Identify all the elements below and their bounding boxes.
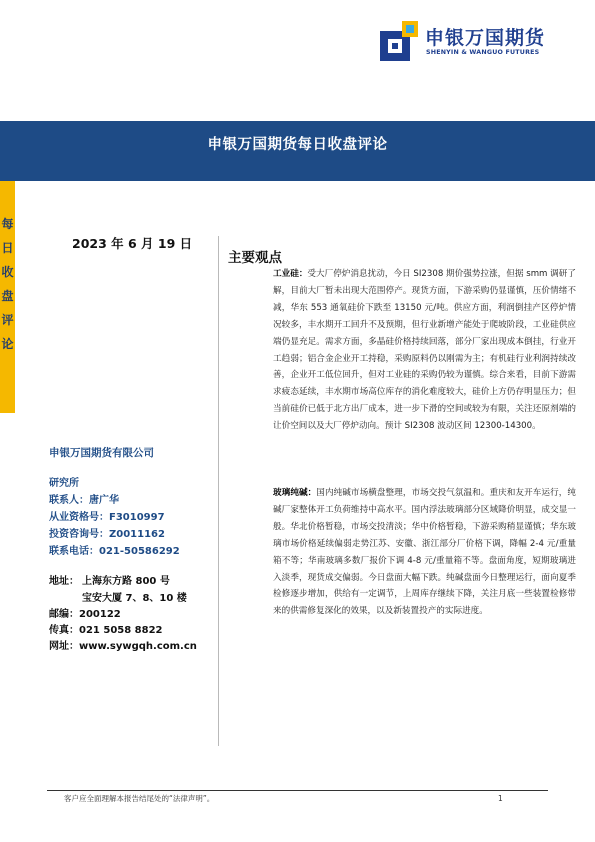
advisor-number: 投资咨询号：Z0011162 [49, 529, 165, 540]
glass-paragraph [273, 485, 576, 620]
research-dept: 研究所 [49, 478, 79, 489]
side-category-label [0, 212, 15, 356]
silicon-paragraph [273, 266, 576, 435]
company-logo-icon [378, 19, 420, 63]
footer-disclaimer: 客户应全面理解本报告结尾处的“法律声明”。 [64, 794, 215, 803]
website: 网址：www.sywgqh.com.cn [49, 641, 197, 652]
side-char: 盘 [1, 289, 14, 303]
address-line-2: 宝安大厦 7、8、10 楼 [82, 593, 187, 604]
address-line-1: 上海东方路 800 号 [82, 576, 170, 587]
side-char: 日 [1, 241, 14, 255]
column-divider [218, 236, 219, 746]
contact-person: 联系人：唐广华 [49, 495, 119, 506]
contact-phone: 联系电话：021-50586292 [49, 546, 180, 557]
silicon-text: 受大厂停炉消息扰动，今日 SI2308 期价强势拉涨，但据 smm 调研了解，目前大厂暂未出现大范围停产。现货方面，下游采购仍显谨慎，压价情绪不减，华东 553 通氧硅价下跌至 13150 元/吨。供应方面，利润倒挂产区停炉情况较多，丰水期开工回升不及预期，但行业新增产能处于爬坡阶段，工业硅供应端仍显充足。需求方面，多晶硅价格持续回落，部分厂家出现成本倒挂，行业开工趋弱；铝合金企业开工持稳，采购原料仍以刚需为主；有机硅行业利润持续改善，企业开工低位回升，但对工业硅的采购仍较为谨慎。综合来看，目前下游需求疲态延续，丰水期市场高位库存的消化难度较大，硅价上方仍存明显压力；但当前硅价已低于北方出厂成本，进一步下滑的空间或较为有限，关注还原剂端的让价空间以及大厂停炉动向。预计 SI2308 波动区间 12300-14300。 [273, 269, 576, 432]
side-char: 论 [1, 337, 14, 351]
section-title: 主要观点 [228, 250, 282, 266]
address-label: 地址： [49, 576, 79, 587]
fax: 传真：021 5058 8822 [49, 625, 163, 636]
company-name: 申银万国期货有限公司 [49, 447, 154, 459]
side-char: 收 [1, 265, 14, 279]
logo-name-en: SHENYIN & WANGUO FUTURES [426, 49, 540, 56]
glass-label: 玻璃纯碱： [273, 488, 317, 498]
footer-divider [47, 790, 548, 791]
qualification-number: 从业资格号：F3010997 [49, 512, 165, 523]
side-char: 每 [1, 217, 14, 231]
page-title: 申银万国期货每日收盘评论 [207, 137, 388, 153]
postcode: 邮编：200122 [49, 609, 121, 620]
logo-name-cn: 申银万国期货 [425, 27, 546, 49]
page-number: 1 [498, 794, 503, 803]
glass-text: 国内纯碱市场横盘整理，市场交投气氛温和。重庆和友开车运行，纯碱厂家整体开工负荷维持中高水平。国内浮法玻璃部分区域降价明显，成交显一般。华北价格暂稳，市场交投清淡；华中价格暂稳，下游采购稍显谨慎；华东玻璃市场价格延续偏弱走势江苏、安徽、浙江部分厂价格下调，降幅 2-4 元/重量箱不等；华南玻璃多数厂报价下调 4-8 元/重量箱不等。盘面角度，短期玻璃进入淡季，现货成交偏弱。今日盘面大幅下跌。纯碱盘面今日整理运行，面向夏季检修逐步增加，供给有一定调节，上周库存继续下降，关注月底一些装置检修带来的供需修复深化的效果，以及新装置投产的实际进度。 [273, 488, 576, 617]
report-date: 2023 年 6 月 19 日 [72, 236, 193, 251]
silicon-label: 工业硅： [273, 269, 308, 279]
side-char: 评 [1, 313, 14, 327]
